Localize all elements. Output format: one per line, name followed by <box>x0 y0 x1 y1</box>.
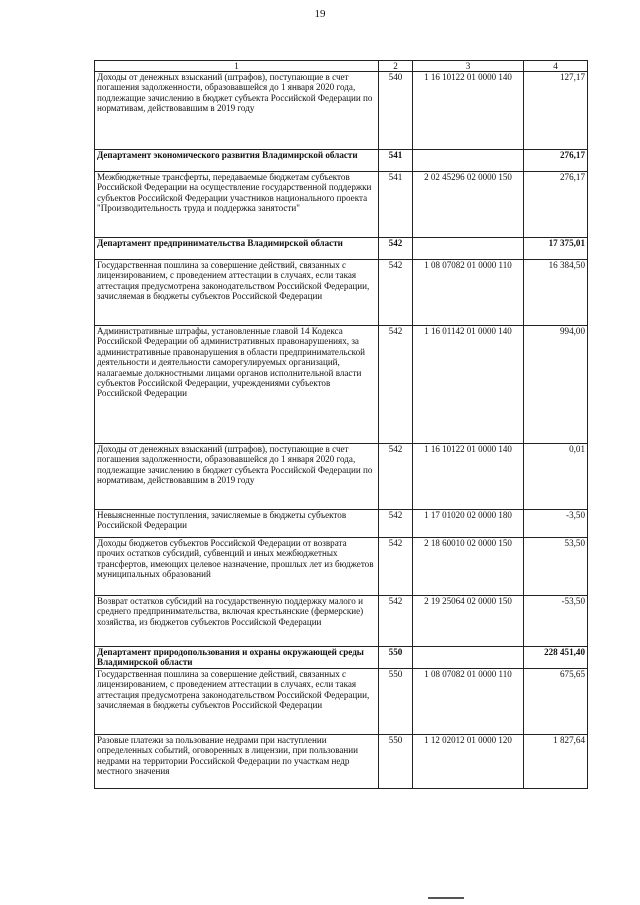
table-row <box>95 669 588 735</box>
row-name-cell: Департамент предпринимательства Владимирской области <box>95 238 379 260</box>
row-admin-cell: 542 <box>379 238 413 260</box>
row-admin-cell: 542 <box>379 596 413 647</box>
row-name-cell: Государственная пошлина за совершение действий, связанных с лицензированием, с проведением аттестации в случаях, если такая аттестация предусмотрена законодательством Российской Федерации, зачисляемая в бюджеты субъектов Российской Федерации <box>95 669 379 735</box>
table-row <box>95 260 588 326</box>
scan-artifact <box>428 897 464 899</box>
department-row <box>95 238 588 260</box>
table-row <box>95 444 588 510</box>
row-code-cell <box>413 647 524 669</box>
row-admin-cell: 542 <box>379 510 413 538</box>
row-admin-cell: 541 <box>379 150 413 172</box>
row-name-cell: Разовые платежи за пользование недрами при наступлении определенных событий, оговоренных в лицензии, при пользовании недрами на территории Российской Федерации по участкам недр местного значения <box>95 735 379 789</box>
row-admin-cell: 540 <box>379 72 413 150</box>
table-row <box>95 538 588 596</box>
row-admin-cell: 542 <box>379 444 413 510</box>
row-name-cell: Административные штрафы, установленные главой 14 Кодекса Российской Федерации об административных правонарушениях, за административные правонарушения в области предпринимательской деятельности и деятельности саморегулируемых организаций, налагаемые должностными лицами органов исполнительной власти субъектов Российской Федерации, учреждениями субъектов Российской Федерации <box>95 326 379 444</box>
row-amount-cell: 0,01 <box>524 444 588 510</box>
row-admin-cell: 550 <box>379 735 413 789</box>
row-name-cell: Доходы от денежных взысканий (штрафов), поступающие в счет погашения задолженности, образовавшейся до 1 января 2020 года, подлежащие зачислению в бюджет субъекта Российской Федерации по нормативам, действовавшим в 2019 году <box>95 444 379 510</box>
row-name-cell: Невыясненные поступления, зачисляемые в бюджеты субъектов Российской Федерации <box>95 510 379 538</box>
row-code-cell: 1 12 02012 01 0000 120 <box>413 735 524 789</box>
row-code-cell <box>413 238 524 260</box>
table-row <box>95 596 588 647</box>
table-row <box>95 72 588 150</box>
row-admin-cell: 550 <box>379 647 413 669</box>
row-amount-cell: 675,65 <box>524 669 588 735</box>
row-name-cell: Департамент природопользования и охраны окружающей среды Владимирской области <box>95 647 379 669</box>
row-amount-cell: 16 384,50 <box>524 260 588 326</box>
row-admin-cell: 542 <box>379 260 413 326</box>
row-code-cell <box>413 150 524 172</box>
row-name-cell: Доходы бюджетов субъектов Российской Федерации от возврата прочих остатков субсидий, субвенций и иных межбюджетных трансфертов, имеющих целевое назначение, прошлых лет из бюджетов муниципальных образований <box>95 538 379 596</box>
column-header-1: 1 <box>95 61 379 72</box>
table-header-row <box>95 61 588 72</box>
column-header-3: 3 <box>413 61 524 72</box>
revenue-table <box>94 60 588 789</box>
row-amount-cell: 276,17 <box>524 172 588 238</box>
row-name-cell: Доходы от денежных взысканий (штрафов), поступающие в счет погашения задолженности, образовавшейся до 1 января 2020 года, подлежащие зачислению в бюджет субъекта Российской Федерации по нормативам, действовавшим в 2019 году <box>95 72 379 150</box>
table-row <box>95 172 588 238</box>
row-amount-cell: 127,17 <box>524 72 588 150</box>
row-admin-cell: 550 <box>379 669 413 735</box>
table-row <box>95 326 588 444</box>
department-row <box>95 150 588 172</box>
row-code-cell: 1 08 07082 01 0000 110 <box>413 260 524 326</box>
row-name-cell: Департамент экономического развития Владимирской области <box>95 150 379 172</box>
row-code-cell: 1 17 01020 02 0000 180 <box>413 510 524 538</box>
row-name-cell: Межбюджетные трансферты, передаваемые бюджетам субъектов Российской Федерации на осуществление государственной поддержки субъектов Российской Федерации участников национального проекта "Производительность труда и поддержка занятости" <box>95 172 379 238</box>
page-number: 19 <box>314 8 326 20</box>
row-code-cell: 1 08 07082 01 0000 110 <box>413 669 524 735</box>
row-amount-cell: -53,50 <box>524 596 588 647</box>
row-name-cell: Возврат остатков субсидий на государственную поддержку малого и среднего предпринимательства, включая крестьянские (фермерские) хозяйства, из бюджетов субъектов Российской Федерации <box>95 596 379 647</box>
table-row <box>95 510 588 538</box>
row-amount-cell: 228 451,40 <box>524 647 588 669</box>
row-code-cell: 1 16 01142 01 0000 140 <box>413 326 524 444</box>
row-code-cell: 1 16 10122 01 0000 140 <box>413 444 524 510</box>
table-row <box>95 735 588 789</box>
row-code-cell: 2 19 25064 02 0000 150 <box>413 596 524 647</box>
department-row <box>95 647 588 669</box>
column-header-4: 4 <box>524 61 588 72</box>
row-amount-cell: 53,50 <box>524 538 588 596</box>
row-name-cell: Государственная пошлина за совершение действий, связанных с лицензированием, с проведением аттестации в случаях, если такая аттестация предусмотрена законодательством Российской Федерации, зачисляемая в бюджеты субъектов Российской Федерации <box>95 260 379 326</box>
column-header-2: 2 <box>379 61 413 72</box>
row-amount-cell: 276,17 <box>524 150 588 172</box>
row-code-cell: 2 18 60010 02 0000 150 <box>413 538 524 596</box>
row-amount-cell: -3,50 <box>524 510 588 538</box>
row-admin-cell: 541 <box>379 172 413 238</box>
row-amount-cell: 17 375,01 <box>524 238 588 260</box>
row-code-cell: 2 02 45296 02 0000 150 <box>413 172 524 238</box>
row-admin-cell: 542 <box>379 538 413 596</box>
row-amount-cell: 994,00 <box>524 326 588 444</box>
row-admin-cell: 542 <box>379 326 413 444</box>
row-code-cell: 1 16 10122 01 0000 140 <box>413 72 524 150</box>
row-amount-cell: 1 827,64 <box>524 735 588 789</box>
